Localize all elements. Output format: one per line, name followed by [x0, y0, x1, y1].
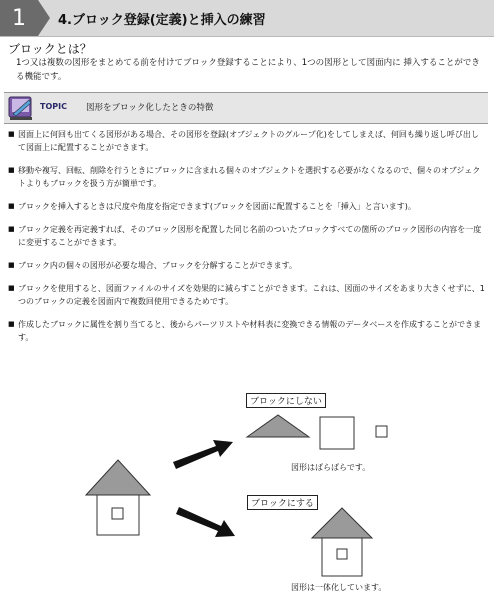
label-block: ブロックにする — [247, 495, 318, 510]
list-item: ■ ブロックを挿入するときは尺度や角度を指定できます(ブロックを図面に配置することを「挿入」と言います)。 — [8, 200, 486, 213]
page-title: 4.ブロック登録(定義)と挿入の練習 — [58, 13, 266, 28]
page-header — [0, 0, 494, 37]
list-item: ■ 移動や複写、回転、削除を行うときにブロックに含まれる個々のオブジェクトを選択する必要がなくなるので、個々のオブジェクトよりもブロックを扱う方が簡単です。 — [8, 164, 486, 190]
caption-unified: 図形は一体化しています。 — [291, 583, 387, 592]
label-no-block: ブロックにしない — [246, 393, 326, 408]
arrow-down-right-icon — [176, 507, 235, 537]
list-item: ■ ブロックを使用すると、図面ファイルのサイズを効果的に減らすことができます。これは、図面のサイズをあまり大きくせずに、1つのブロックの定義を図面内で複数回使用できるためです。 — [8, 282, 486, 308]
blocked-house — [312, 508, 372, 576]
section-heading: ブロックとは？ — [8, 42, 92, 56]
list-item: ■ ブロック内の個々の図形が必要な場合、ブロックを分解することができます。 — [8, 259, 486, 272]
exploded-shapes — [247, 415, 387, 449]
arrow-up-right-icon — [173, 440, 233, 469]
list-item: ■ 作成したブロックに属性を割り当てると、後からパーツリストや材料表に変換できる情報のデータベースを作成することができます。 — [8, 318, 486, 344]
feature-list — [8, 128, 486, 354]
book-icon — [7, 94, 35, 122]
list-item: ■ ブロック定義を再定義すれば、そのブロック図形を配置した同じ名前のついたブロックすべての箇所のブロック図形の内容を一度に変更することができます。 — [8, 223, 486, 249]
intro-paragraph: 1つ又は複数の図形をまとめてる前を付けてブロック登録することにより、1つの図形として図面内に 挿入することができる機能です。 — [16, 58, 480, 82]
topic-bar — [4, 92, 488, 124]
source-house — [86, 460, 150, 535]
block-diagram — [0, 380, 494, 600]
chapter-number: 1 — [0, 0, 38, 36]
topic-label: TOPIC — [40, 102, 67, 111]
diagram-canvas — [0, 380, 494, 600]
topic-text: 図形をブロック化したときの特徴 — [86, 103, 214, 113]
list-item: ■ 図面上に何回も出てくる図形がある場合、その図形を登録(オブジェクトのグループ化)をしてしまえば、何回も繰り返し呼び出して図面上に配置することができます。 — [8, 128, 486, 154]
chapter-arrow-icon — [38, 0, 50, 36]
caption-separate: 図形はばらばらです。 — [291, 463, 371, 472]
